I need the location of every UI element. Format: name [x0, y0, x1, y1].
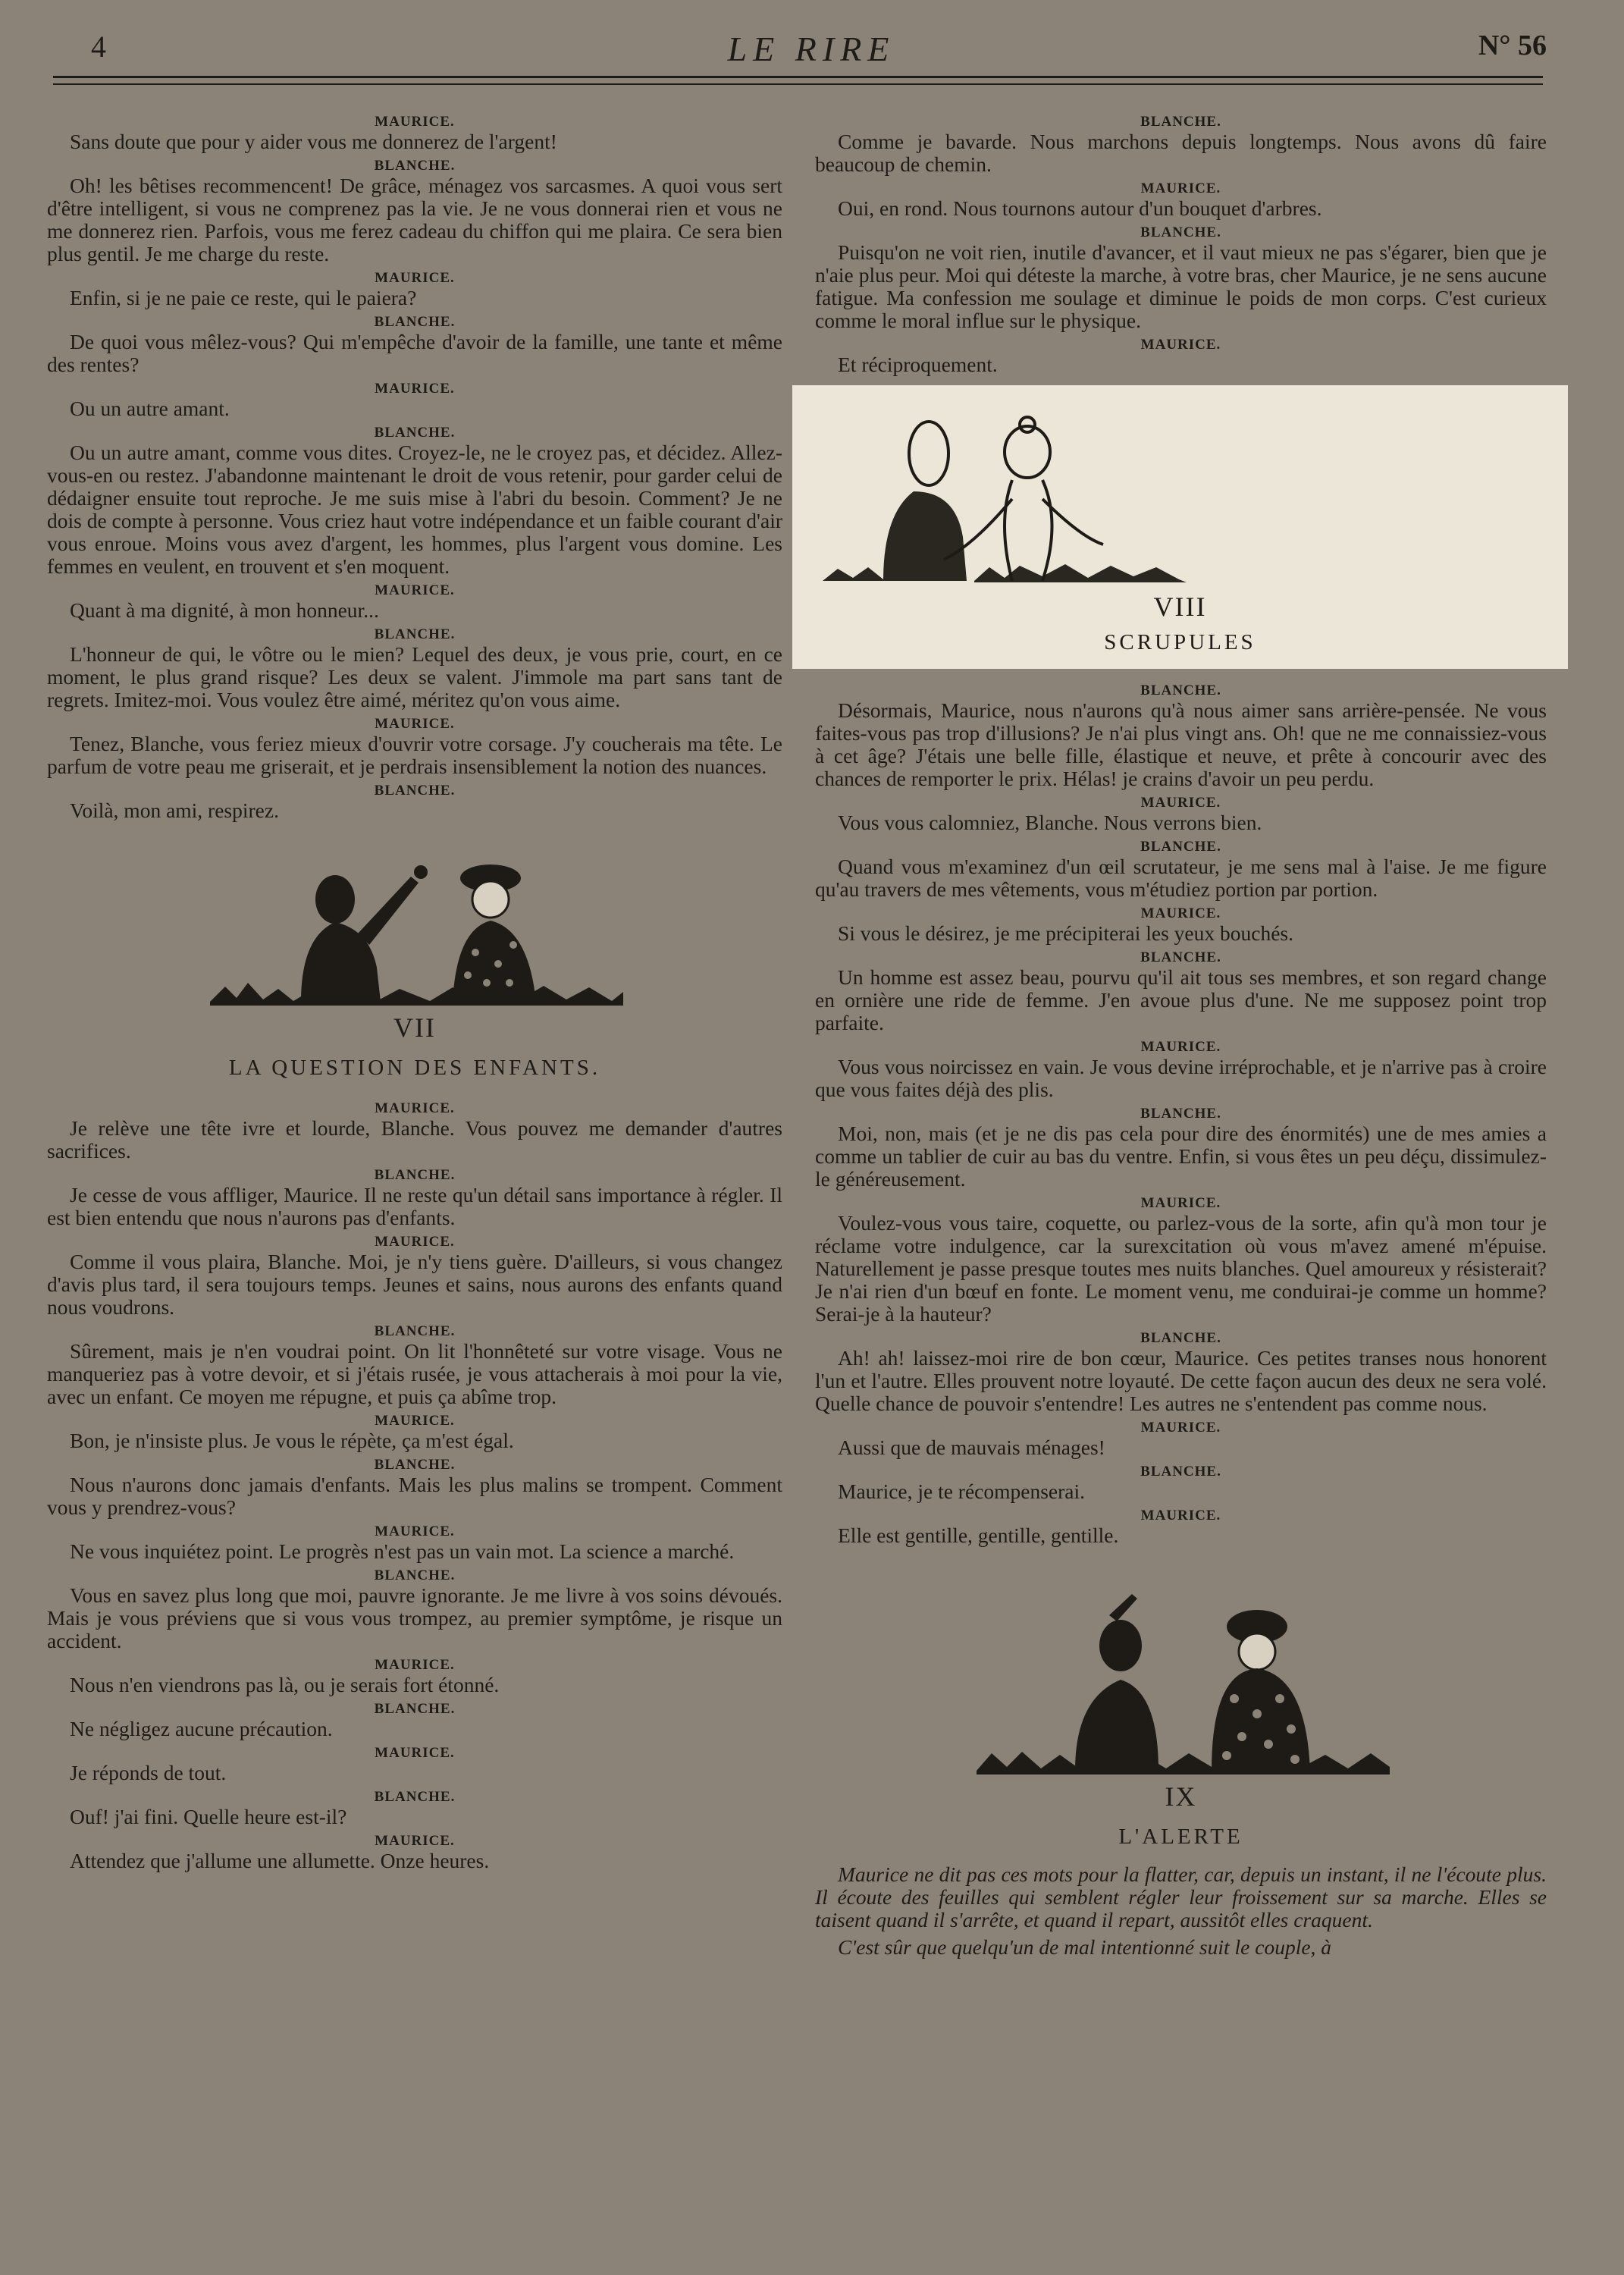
dialogue-line: De quoi vous mêlez-vous? Qui m'empêche d'avoir de la famille, une tante et même des rentes? [47, 330, 782, 376]
dialogue-line: Si vous le désirez, je me précipiterai les yeux bouchés. [838, 921, 1293, 945]
speaker-label: BLANCHE. [1140, 114, 1221, 130]
chapter-viii-vignette [792, 385, 1568, 669]
dialogue-line: Comme je bavarde. Nous marchons depuis longtemps. Nous avons dû faire beaucoup de chemin. [815, 130, 1547, 176]
speaker-label: MAURICE. [375, 1100, 455, 1116]
speaker-label: BLANCHE. [374, 158, 456, 174]
speaker-label: BLANCHE. [374, 1323, 456, 1339]
chapter-number: VII [393, 1012, 436, 1043]
dialogue-line: Ou un autre amant. [70, 397, 230, 420]
speaker-label: MAURICE. [1140, 905, 1221, 921]
dialogue-line: Bon, je n'insiste plus. Je vous le répète, ça m'est égal. [70, 1429, 514, 1452]
speaker-label: MAURICE. [375, 1833, 455, 1849]
speaker-label: MAURICE. [375, 582, 455, 598]
dialogue-line: Elle est gentille, gentille, gentille. [838, 1523, 1119, 1547]
speaker-label: BLANCHE. [374, 626, 456, 642]
speaker-label: BLANCHE. [1140, 949, 1221, 965]
narration-block [815, 1863, 1547, 1959]
dialogue-line: Je cesse de vous affliger, Maurice. Il ne reste qu'un détail sans importance à régler. Il est bien entendu que nous n'aurons pas d'enfants. [47, 1183, 782, 1229]
dialogue-line: Vous vous calomniez, Blanche. Nous verrons bien. [838, 811, 1262, 834]
dialogue-line: Oui, en rond. Nous tournons autour d'un bouquet d'arbres. [838, 196, 1322, 220]
speaker-label: MAURICE. [375, 270, 455, 286]
dialogue-line: Nous n'aurons donc jamais d'enfants. Mais les plus malins se trompent. Comment vous y prendrez-vous? [47, 1473, 782, 1519]
speaker-label: BLANCHE. [374, 1167, 456, 1183]
speaker-label: BLANCHE. [374, 783, 456, 799]
dialogue-line: Désormais, Maurice, nous n'aurons qu'à nous aimer sans arrière-pensée. Ne vous faites-vous pas trop d'illusions? Je n'ai plus vingt ans. Oh! que ne me connaissiez-vous à cet âge? J'étais une belle fille, élastique et neuve, et prête à concourir avec des chances de remporter le prix. Hélas! je crains d'avoir un peu perdu. [815, 698, 1547, 790]
speaker-label: BLANCHE. [1140, 1106, 1221, 1122]
dialogue-block [47, 114, 782, 822]
dialogue-block [47, 1100, 782, 1872]
speaker-label: MAURICE. [1140, 1508, 1221, 1523]
dialogue-line: Voilà, mon ami, respirez. [70, 799, 279, 822]
dialogue-line: Ne vous inquiétez point. Le progrès n'est pas un vain mot. La science a marché. [70, 1539, 735, 1563]
speaker-label: BLANCHE. [374, 1567, 456, 1583]
illustration-scrupules [792, 408, 1217, 582]
dialogue-block [815, 114, 1547, 376]
speaker-label: MAURICE. [1140, 795, 1221, 811]
dialogue-line: Ou un autre amant, comme vous dites. Croyez-le, ne le croyez pas, et décidez. Allez-vous-en ou restez. J'abandonne maintenant le droit de vous retenir, pour garder celui de dédaigner ensuite tout reproche. Je me suis mise à l'abri du besoin. Comment? Je ne dois de compte à personne. Vous criez haut votre indépendance et un faible courant d'air vous enroue. Moins vous avez d'argent, les hommes, plus l'argent vous domine. Les femmes en veulent, en trouvent et s'en moquent. [47, 441, 782, 578]
page-header [53, 29, 1569, 67]
dialogue-line: Je réponds de tout. [70, 1761, 227, 1784]
speaker-label: MAURICE. [375, 1745, 455, 1761]
journal-title: LE RIRE [727, 30, 895, 68]
speaker-label: MAURICE. [1140, 1195, 1221, 1211]
dialogue-line: Un homme est assez beau, pourvu qu'il ait tous ses membres, et son regard change en ornière une ride de femme. J'en avoue plus d'une. Ne me supposez point trop parfaite. [815, 965, 1547, 1034]
speaker-label: MAURICE. [1140, 1420, 1221, 1436]
dialogue-line: Aussi que de mauvais ménages! [838, 1436, 1105, 1459]
speaker-label: MAURICE. [1140, 1039, 1221, 1055]
header-rule [53, 76, 1543, 78]
dialogue-line: Puisqu'on ne voit rien, inutile d'avancer, et il vaut mieux ne pas s'égarer, bien que je n'aie plus peur. Moi qui déteste la marche, à votre bras, cher Maurice, je ne sens aucune fatigue. Ma confession me soulage et diminue le poids de mon corps. C'est curieux comme le moral influe sur le physique. [815, 240, 1547, 332]
speaker-label: BLANCHE. [374, 1789, 456, 1805]
speaker-label: MAURICE. [1140, 180, 1221, 196]
narration-paragraph: Maurice ne dit pas ces mots pour la flatter, car, depuis un instant, il ne l'écoute plus. Il écoute des feuilles qui semblent régler leur froissement sur sa marche. Elles se taisent quand il s'arrête, et quand il repart, aussitôt elles craquent. [815, 1862, 1547, 1931]
narration-paragraph: C'est sûr que quelqu'un de mal intentionné suit le couple, à [838, 1935, 1332, 1959]
right-column [815, 114, 1547, 1963]
dialogue-line: Tenez, Blanche, vous feriez mieux d'ouvrir votre corsage. J'y coucherais ma tête. Le parfum de votre peau me griserait, et je perdrais insensiblement la notion des nuances. [47, 732, 782, 778]
vignette-ix [815, 1585, 1547, 1774]
speaker-label: BLANCHE. [1140, 224, 1221, 240]
speaker-label: MAURICE. [375, 716, 455, 732]
dialogue-line: Je relève une tête ivre et lourde, Blanche. Vous pouvez me demander d'autres sacrifices. [47, 1116, 782, 1163]
dialogue-line: Quant à ma dignité, à mon honneur... [70, 598, 379, 622]
dialogue-line: Ne négligez aucune précaution. [70, 1717, 333, 1740]
illustration-couple-pointing [202, 831, 627, 1006]
dialogue-block [815, 682, 1547, 1547]
page-number: 4 [91, 30, 106, 64]
chapter-number: IX [1165, 1781, 1197, 1812]
left-column [47, 114, 782, 1877]
dialogue-line: Maurice, je te récompenserai. [838, 1480, 1086, 1503]
chapter-title: L'ALERTE [1118, 1825, 1243, 1849]
dialogue-line: Nous n'en viendrons pas là, ou je serais fort étonné. [70, 1673, 500, 1696]
dialogue-line: Ah! ah! laissez-moi rire de bon cœur, Maurice. Ces petites transes nous honorent l'un et l'autre. Elles prouvent notre loyauté. De cette façon aucun des deux ne sera volé. Quelle chance de pouvoir s'entendre! Les autres ne s'entendent pas comme nous. [815, 1346, 1547, 1415]
illustration-alerte [969, 1585, 1394, 1774]
dialogue-line: Vous en savez plus long que moi, pauvre ignorante. Je me livre à vos soins dévoués. Mais je vous préviens que si vous vous trompez, au premier symptôme, je risque un accident. [47, 1583, 782, 1652]
speaker-label: MAURICE. [375, 1657, 455, 1673]
issue-number: N° 56 [1478, 30, 1547, 61]
speaker-label: BLANCHE. [374, 1701, 456, 1717]
dialogue-line: Quand vous m'examinez d'un œil scrutateur, je me sens mal à l'aise. Je me figure qu'au travers de mes vêtements, vous m'étudiez portion par portion. [815, 855, 1547, 901]
speaker-label: BLANCHE. [1140, 682, 1221, 698]
speaker-label: BLANCHE. [1140, 839, 1221, 855]
dialogue-line: Attendez que j'allume une allumette. Onze heures. [70, 1849, 490, 1872]
vignette-vii [47, 831, 782, 1006]
dialogue-line: Voulez-vous vous taire, coquette, ou parlez-vous de la sorte, afin qu'à mon tour je réclame votre indulgence, car la surexcitation où vous m'avez amené m'épuise. Naturellement je passe presque toutes mes nuits blanches. Quel amoureux y résisterait? Je n'ai rien d'un bœuf en fonte. Le moment venu, me conduirai-je comme un homme? Serai-je à la hauteur? [815, 1211, 1547, 1326]
speaker-label: MAURICE. [375, 114, 455, 130]
dialogue-line: Vous vous noircissez en vain. Je vous devine irréprochable, et je n'arrive pas à croire que vous faites déjà des plis. [815, 1055, 1547, 1101]
chapter-title: LA QUESTION DES ENFANTS. [228, 1056, 601, 1080]
speaker-label: BLANCHE. [374, 314, 456, 330]
chapter-number: VIII [1153, 592, 1207, 622]
speaker-label: MAURICE. [375, 1234, 455, 1250]
chapter-title: SCRUPULES [1104, 630, 1256, 654]
speaker-label: MAURICE. [1140, 337, 1221, 353]
speaker-label: MAURICE. [375, 1413, 455, 1429]
dialogue-line: Oh! les bêtises recommencent! De grâce, ménagez vos sarcasmes. A quoi vous sert d'être intelligent, si vous ne comprenez pas la vie. Je ne vous donnerai rien et vous ne me donnerez rien. Parfois, vous me ferez cadeau du chiffon qui me plaira. Ce sera bien plus gentil. Je me charge du reste. [47, 174, 782, 265]
dialogue-line: Sûrement, mais je n'en voudrai point. On lit l'honnêteté sur votre visage. Vous ne manqueriez pas à votre devoir, et si j'étais rusée, je vous attacherais à moi pour la vie, avec un enfant. Ce moyen me répugne, et puis ça abîme trop. [47, 1339, 782, 1408]
speaker-label: MAURICE. [375, 381, 455, 397]
dialogue-line: Moi, non, mais (et je ne dis pas cela pour dire des énormités) une de mes amies a comme un tablier de cuir au bas du ventre. Enfin, si vous êtes un peu déçu, dissimulez-le généreusement. [815, 1122, 1547, 1191]
header-rule-thin [53, 83, 1543, 85]
speaker-label: BLANCHE. [1140, 1464, 1221, 1480]
speaker-label: MAURICE. [375, 1523, 455, 1539]
speaker-label: BLANCHE. [374, 1457, 456, 1473]
dialogue-line: Sans doute que pour y aider vous me donnerez de l'argent! [70, 130, 557, 153]
dialogue-line: Ouf! j'ai fini. Quelle heure est-il? [70, 1805, 347, 1828]
dialogue-line: Et réciproquement. [838, 353, 998, 376]
dialogue-line: Comme il vous plaira, Blanche. Moi, je n'y tiens guère. D'ailleurs, si vous changez d'avis plus tard, il sera toujours temps. Jeunes et sains, nous aurons des enfants quand nous voudrons. [47, 1250, 782, 1319]
dialogue-line: Enfin, si je ne paie ce reste, qui le paiera? [70, 286, 417, 309]
speaker-label: BLANCHE. [374, 425, 456, 441]
speaker-label: BLANCHE. [1140, 1330, 1221, 1346]
dialogue-line: L'honneur de qui, le vôtre ou le mien? Lequel des deux, je vous prie, court, en ce moment, le plus grand risque? Les deux se valent. J'immole ma part sans tant de regrets. Imitez-moi. Vous voulez être aimé, méritez qu'on vous aime. [47, 642, 782, 711]
